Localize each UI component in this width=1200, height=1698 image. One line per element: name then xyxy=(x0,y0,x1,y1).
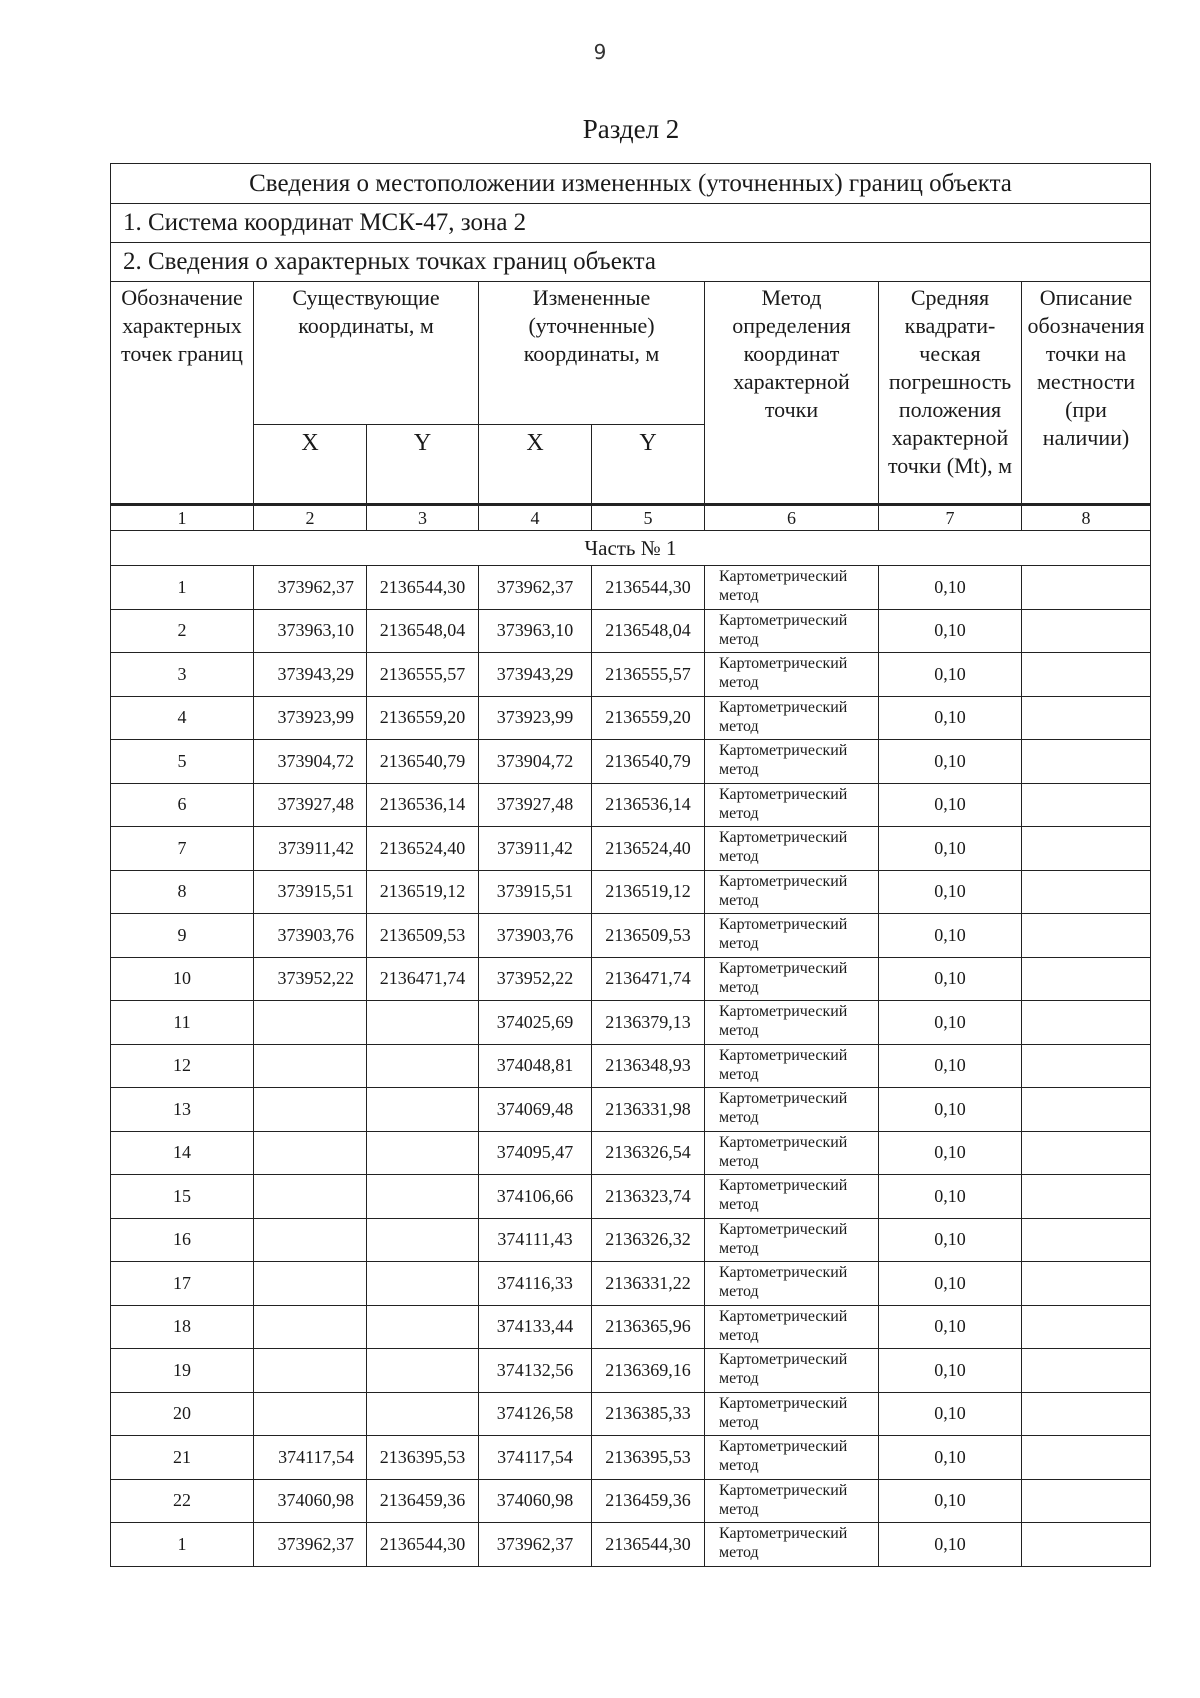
existing-x-cell: 373962,37 xyxy=(254,566,367,610)
description-cell xyxy=(1022,1523,1151,1567)
table-row xyxy=(111,1349,1151,1393)
method-cell: Картометрический метод xyxy=(705,1349,879,1393)
mean-error-cell: 0,10 xyxy=(879,1479,1022,1523)
table-row xyxy=(111,1262,1151,1306)
mean-error-cell: 0,10 xyxy=(879,609,1022,653)
point-number-cell: 17 xyxy=(111,1262,254,1306)
part-label: Часть № 1 xyxy=(111,531,1151,566)
column-numbers-row xyxy=(111,505,1151,531)
description-cell xyxy=(1022,1305,1151,1349)
table-row xyxy=(111,1523,1151,1567)
column-number: 3 xyxy=(367,505,479,531)
header-changed-coords: Измененные (уточненные) координаты, м xyxy=(479,282,705,425)
existing-y-cell: 2136471,74 xyxy=(367,957,479,1001)
point-number-cell: 20 xyxy=(111,1392,254,1436)
changed-x-cell: 373903,76 xyxy=(479,914,592,958)
method-cell: Картометрический метод xyxy=(705,1305,879,1349)
method-cell: Картометрический метод xyxy=(705,1131,879,1175)
description-cell xyxy=(1022,1175,1151,1219)
changed-y-cell: 2136544,30 xyxy=(592,566,705,610)
column-number: 5 xyxy=(592,505,705,531)
changed-y-cell: 2136471,74 xyxy=(592,957,705,1001)
existing-x-cell: 373911,42 xyxy=(254,827,367,871)
method-cell: Картометрический метод xyxy=(705,957,879,1001)
point-number-cell: 14 xyxy=(111,1131,254,1175)
changed-y-cell: 2136555,57 xyxy=(592,653,705,697)
header-point-designation: Обозначение характерных точек границ xyxy=(111,282,254,505)
column-number: 6 xyxy=(705,505,879,531)
coordinates-table xyxy=(110,163,1151,1567)
description-cell xyxy=(1022,1349,1151,1393)
header-y-changed: Y xyxy=(592,425,705,505)
point-number-cell: 1 xyxy=(111,1523,254,1567)
mean-error-cell: 0,10 xyxy=(879,1218,1022,1262)
existing-y-cell xyxy=(367,1349,479,1393)
mean-error-cell: 0,10 xyxy=(879,1001,1022,1045)
changed-y-cell: 2136326,54 xyxy=(592,1131,705,1175)
table-row xyxy=(111,827,1151,871)
existing-y-cell: 2136544,30 xyxy=(367,566,479,610)
existing-y-cell xyxy=(367,1218,479,1262)
mean-error-cell: 0,10 xyxy=(879,870,1022,914)
description-cell xyxy=(1022,1131,1151,1175)
table-row xyxy=(111,609,1151,653)
point-number-cell: 1 xyxy=(111,566,254,610)
point-number-cell: 4 xyxy=(111,696,254,740)
existing-x-cell: 373962,37 xyxy=(254,1523,367,1567)
table-row xyxy=(111,1044,1151,1088)
method-cell: Картометрический метод xyxy=(705,1218,879,1262)
changed-y-cell: 2136369,16 xyxy=(592,1349,705,1393)
mean-error-cell: 0,10 xyxy=(879,740,1022,784)
point-number-cell: 6 xyxy=(111,783,254,827)
changed-x-cell: 374095,47 xyxy=(479,1131,592,1175)
point-number-cell: 12 xyxy=(111,1044,254,1088)
changed-x-cell: 373904,72 xyxy=(479,740,592,784)
existing-y-cell xyxy=(367,1131,479,1175)
changed-y-cell: 2136459,36 xyxy=(592,1479,705,1523)
method-cell: Картометрический метод xyxy=(705,1436,879,1480)
existing-x-cell xyxy=(254,1044,367,1088)
existing-x-cell xyxy=(254,1392,367,1436)
table-row xyxy=(111,566,1151,610)
existing-x-cell xyxy=(254,1175,367,1219)
method-cell: Картометрический метод xyxy=(705,740,879,784)
changed-x-cell: 373963,10 xyxy=(479,609,592,653)
column-number: 7 xyxy=(879,505,1022,531)
description-cell xyxy=(1022,1044,1151,1088)
changed-y-cell: 2136395,53 xyxy=(592,1436,705,1480)
mean-error-cell: 0,10 xyxy=(879,1044,1022,1088)
method-cell: Картометрический метод xyxy=(705,1262,879,1306)
point-number-cell: 15 xyxy=(111,1175,254,1219)
header-x-changed: X xyxy=(479,425,592,505)
header-y-existing: Y xyxy=(367,425,479,505)
existing-x-cell: 374117,54 xyxy=(254,1436,367,1480)
changed-y-cell: 2136379,13 xyxy=(592,1001,705,1045)
changed-y-cell: 2136331,22 xyxy=(592,1262,705,1306)
changed-y-cell: 2136348,93 xyxy=(592,1044,705,1088)
description-cell xyxy=(1022,1218,1151,1262)
mean-error-cell: 0,10 xyxy=(879,1392,1022,1436)
description-cell xyxy=(1022,783,1151,827)
changed-y-cell: 2136559,20 xyxy=(592,696,705,740)
point-number-cell: 8 xyxy=(111,870,254,914)
coordinate-system: 1. Система координат МСК-47, зона 2 xyxy=(111,204,1151,243)
changed-x-cell: 373952,22 xyxy=(479,957,592,1001)
description-cell xyxy=(1022,653,1151,697)
existing-y-cell: 2136555,57 xyxy=(367,653,479,697)
existing-y-cell: 2136536,14 xyxy=(367,783,479,827)
mean-error-cell: 0,10 xyxy=(879,1349,1022,1393)
mean-error-cell: 0,10 xyxy=(879,1262,1022,1306)
mean-error-cell: 0,10 xyxy=(879,1088,1022,1132)
mean-error-cell: 0,10 xyxy=(879,653,1022,697)
method-cell: Картометрический метод xyxy=(705,783,879,827)
existing-y-cell: 2136519,12 xyxy=(367,870,479,914)
points-info-heading: 2. Сведения о характерных точках границ объекта xyxy=(111,243,1151,282)
mean-error-cell: 0,10 xyxy=(879,566,1022,610)
changed-x-cell: 373927,48 xyxy=(479,783,592,827)
changed-x-cell: 373962,37 xyxy=(479,1523,592,1567)
point-number-cell: 2 xyxy=(111,609,254,653)
table-row xyxy=(111,914,1151,958)
method-cell: Картометрический метод xyxy=(705,1088,879,1132)
mean-error-cell: 0,10 xyxy=(879,696,1022,740)
description-cell xyxy=(1022,1001,1151,1045)
description-cell xyxy=(1022,1436,1151,1480)
existing-y-cell xyxy=(367,1044,479,1088)
description-cell xyxy=(1022,1479,1151,1523)
mean-error-cell: 0,10 xyxy=(879,1523,1022,1567)
changed-y-cell: 2136544,30 xyxy=(592,1523,705,1567)
existing-y-cell xyxy=(367,1001,479,1045)
description-cell xyxy=(1022,1392,1151,1436)
table-row xyxy=(111,740,1151,784)
changed-x-cell: 374117,54 xyxy=(479,1436,592,1480)
table-row xyxy=(111,1218,1151,1262)
changed-x-cell: 374116,33 xyxy=(479,1262,592,1306)
changed-x-cell: 373911,42 xyxy=(479,827,592,871)
table-row xyxy=(111,870,1151,914)
point-number-cell: 10 xyxy=(111,957,254,1001)
description-cell xyxy=(1022,696,1151,740)
table-row xyxy=(111,957,1151,1001)
existing-y-cell: 2136395,53 xyxy=(367,1436,479,1480)
existing-x-cell: 373915,51 xyxy=(254,870,367,914)
description-cell xyxy=(1022,914,1151,958)
method-cell: Картометрический метод xyxy=(705,914,879,958)
column-number: 4 xyxy=(479,505,592,531)
column-number: 1 xyxy=(111,505,254,531)
existing-x-cell: 373903,76 xyxy=(254,914,367,958)
existing-y-cell xyxy=(367,1175,479,1219)
existing-y-cell xyxy=(367,1392,479,1436)
existing-x-cell: 373904,72 xyxy=(254,740,367,784)
description-cell xyxy=(1022,1262,1151,1306)
method-cell: Картометрический метод xyxy=(705,1392,879,1436)
header-x-existing: X xyxy=(254,425,367,505)
header-description: Описание обозначения точки на местности (при наличии) xyxy=(1022,282,1151,505)
point-number-cell: 9 xyxy=(111,914,254,958)
changed-y-cell: 2136365,96 xyxy=(592,1305,705,1349)
table-row xyxy=(111,1392,1151,1436)
method-cell: Картометрический метод xyxy=(705,1523,879,1567)
existing-x-cell xyxy=(254,1131,367,1175)
changed-y-cell: 2136323,74 xyxy=(592,1175,705,1219)
table-row xyxy=(111,653,1151,697)
changed-y-cell: 2136548,04 xyxy=(592,609,705,653)
description-cell xyxy=(1022,1088,1151,1132)
header-mean-error: Средняя квадрати-ческая погрешность положения характерной точки (Mt), м xyxy=(879,282,1022,505)
description-cell xyxy=(1022,609,1151,653)
mean-error-cell: 0,10 xyxy=(879,914,1022,958)
existing-y-cell: 2136559,20 xyxy=(367,696,479,740)
table-row xyxy=(111,1001,1151,1045)
existing-x-cell: 373927,48 xyxy=(254,783,367,827)
table-row xyxy=(111,1436,1151,1480)
changed-x-cell: 374132,56 xyxy=(479,1349,592,1393)
method-cell: Картометрический метод xyxy=(705,870,879,914)
point-number-cell: 3 xyxy=(111,653,254,697)
changed-y-cell: 2136331,98 xyxy=(592,1088,705,1132)
table-row xyxy=(111,696,1151,740)
changed-y-cell: 2136519,12 xyxy=(592,870,705,914)
changed-y-cell: 2136540,79 xyxy=(592,740,705,784)
changed-y-cell: 2136385,33 xyxy=(592,1392,705,1436)
point-number-cell: 5 xyxy=(111,740,254,784)
point-number-cell: 22 xyxy=(111,1479,254,1523)
header-existing-coords: Существующие координаты, м xyxy=(254,282,479,425)
existing-y-cell: 2136540,79 xyxy=(367,740,479,784)
existing-x-cell: 373963,10 xyxy=(254,609,367,653)
existing-y-cell: 2136544,30 xyxy=(367,1523,479,1567)
description-cell xyxy=(1022,957,1151,1001)
existing-y-cell: 2136459,36 xyxy=(367,1479,479,1523)
changed-x-cell: 373923,99 xyxy=(479,696,592,740)
method-cell: Картометрический метод xyxy=(705,827,879,871)
table-row xyxy=(111,1175,1151,1219)
table-row xyxy=(111,1131,1151,1175)
changed-x-cell: 374133,44 xyxy=(479,1305,592,1349)
point-number-cell: 16 xyxy=(111,1218,254,1262)
table-row xyxy=(111,1305,1151,1349)
method-cell: Картометрический метод xyxy=(705,1175,879,1219)
changed-x-cell: 374111,43 xyxy=(479,1218,592,1262)
method-cell: Картометрический метод xyxy=(705,653,879,697)
changed-x-cell: 373915,51 xyxy=(479,870,592,914)
changed-x-cell: 373943,29 xyxy=(479,653,592,697)
changed-y-cell: 2136524,40 xyxy=(592,827,705,871)
changed-x-cell: 373962,37 xyxy=(479,566,592,610)
existing-x-cell: 373923,99 xyxy=(254,696,367,740)
point-number-cell: 11 xyxy=(111,1001,254,1045)
page-number: 9 xyxy=(593,40,607,64)
changed-x-cell: 374106,66 xyxy=(479,1175,592,1219)
table-row xyxy=(111,1088,1151,1132)
changed-x-cell: 374126,58 xyxy=(479,1392,592,1436)
mean-error-cell: 0,10 xyxy=(879,783,1022,827)
description-cell xyxy=(1022,870,1151,914)
changed-x-cell: 374069,48 xyxy=(479,1088,592,1132)
existing-y-cell xyxy=(367,1262,479,1306)
changed-y-cell: 2136326,32 xyxy=(592,1218,705,1262)
mean-error-cell: 0,10 xyxy=(879,1305,1022,1349)
description-cell xyxy=(1022,740,1151,784)
changed-x-cell: 374048,81 xyxy=(479,1044,592,1088)
point-number-cell: 19 xyxy=(111,1349,254,1393)
existing-y-cell: 2136509,53 xyxy=(367,914,479,958)
point-number-cell: 21 xyxy=(111,1436,254,1480)
method-cell: Картометрический метод xyxy=(705,566,879,610)
existing-x-cell: 373952,22 xyxy=(254,957,367,1001)
changed-x-cell: 374025,69 xyxy=(479,1001,592,1045)
point-number-cell: 7 xyxy=(111,827,254,871)
mean-error-cell: 0,10 xyxy=(879,1131,1022,1175)
description-cell xyxy=(1022,566,1151,610)
point-number-cell: 13 xyxy=(111,1088,254,1132)
method-cell: Картометрический метод xyxy=(705,696,879,740)
existing-y-cell: 2136524,40 xyxy=(367,827,479,871)
column-number: 8 xyxy=(1022,505,1151,531)
mean-error-cell: 0,10 xyxy=(879,1436,1022,1480)
column-number: 2 xyxy=(254,505,367,531)
existing-x-cell: 373943,29 xyxy=(254,653,367,697)
table-row xyxy=(111,783,1151,827)
method-cell: Картометрический метод xyxy=(705,1044,879,1088)
header-method: Метод определения координат характерной точки xyxy=(705,282,879,505)
existing-y-cell xyxy=(367,1305,479,1349)
changed-y-cell: 2136509,53 xyxy=(592,914,705,958)
method-cell: Картометрический метод xyxy=(705,1479,879,1523)
method-cell: Картометрический метод xyxy=(705,1001,879,1045)
method-cell: Картометрический метод xyxy=(705,609,879,653)
mean-error-cell: 0,10 xyxy=(879,827,1022,871)
existing-y-cell: 2136548,04 xyxy=(367,609,479,653)
existing-x-cell xyxy=(254,1088,367,1132)
section-title: Раздел 2 xyxy=(582,114,680,144)
existing-x-cell: 374060,98 xyxy=(254,1479,367,1523)
point-number-cell: 18 xyxy=(111,1305,254,1349)
existing-x-cell xyxy=(254,1305,367,1349)
existing-x-cell xyxy=(254,1349,367,1393)
existing-x-cell xyxy=(254,1001,367,1045)
changed-y-cell: 2136536,14 xyxy=(592,783,705,827)
mean-error-cell: 0,10 xyxy=(879,957,1022,1001)
existing-x-cell xyxy=(254,1262,367,1306)
changed-x-cell: 374060,98 xyxy=(479,1479,592,1523)
existing-x-cell xyxy=(254,1218,367,1262)
existing-y-cell xyxy=(367,1088,479,1132)
mean-error-cell: 0,10 xyxy=(879,1175,1022,1219)
description-cell xyxy=(1022,827,1151,871)
table-row xyxy=(111,1479,1151,1523)
table-title: Сведения о местоположении измененных (уточненных) границ объекта xyxy=(111,164,1151,204)
